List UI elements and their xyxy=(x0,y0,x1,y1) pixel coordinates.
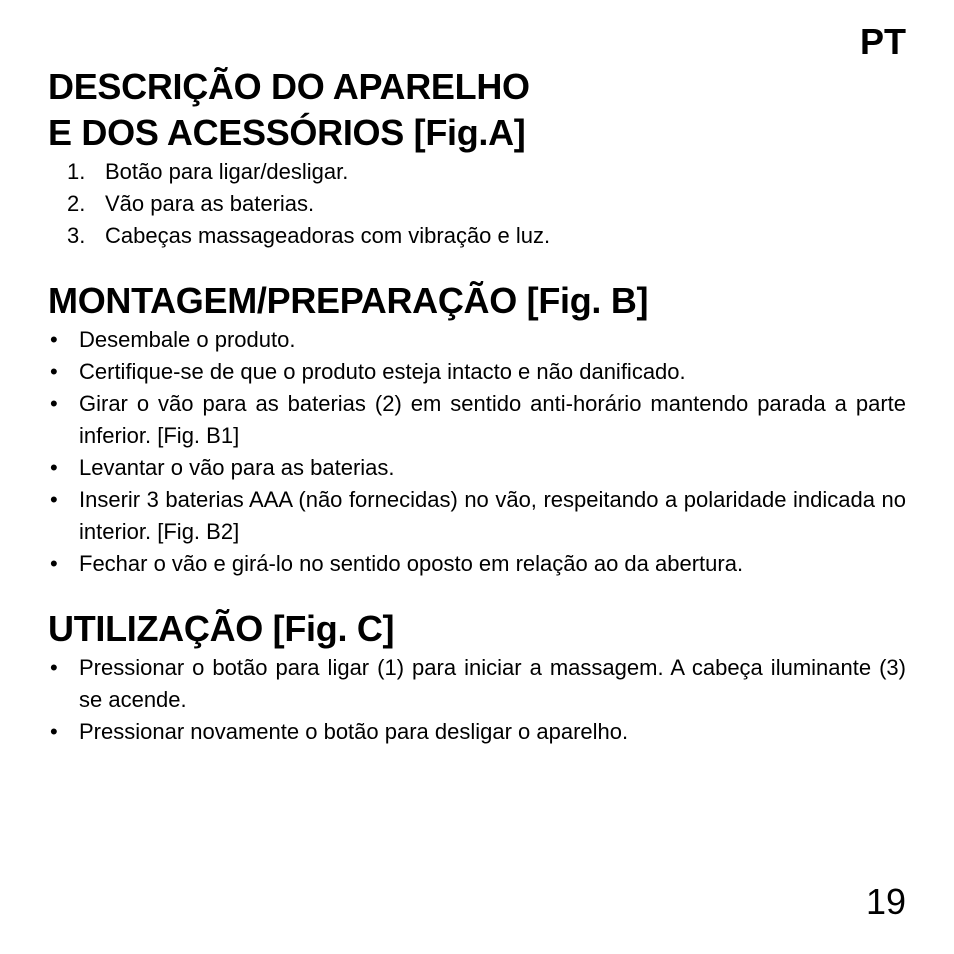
list-item xyxy=(67,156,906,188)
list-item-text: Certifique-se de que o produto esteja intacto e não danificado. xyxy=(79,359,686,384)
bullet-icon: • xyxy=(50,487,58,512)
bullet-icon: • xyxy=(50,327,58,352)
list-item-text: Pressionar o botão para ligar (1) para iniciar a massagem. A cabeça iluminante (3) se acende. xyxy=(79,655,906,712)
list-item-text: Girar o vão para as baterias (2) em sentido anti-horário mantendo parada a parte inferior. [Fig. B1] xyxy=(79,391,906,448)
page-number: 19 xyxy=(865,881,906,922)
numbered-list xyxy=(48,156,906,252)
bullet-icon: • xyxy=(50,551,58,576)
list-item-text: Pressionar novamente o botão para desligar o aparelho. xyxy=(79,719,629,744)
list-item-text: Inserir 3 baterias AAA (não fornecidas) no vão, respeitando a polaridade indicada no interior. [Fig. B2] xyxy=(79,487,906,544)
list-item xyxy=(67,188,906,220)
section-title-line-1: DESCRIÇÃO DO APARELHO xyxy=(48,66,530,107)
list-item-number: 3. xyxy=(67,223,86,248)
list-item-text: Cabeças massageadoras com vibração e luz. xyxy=(105,223,551,248)
list-item-text: Levantar o vão para as baterias. xyxy=(79,455,395,480)
list-item xyxy=(48,484,906,548)
list-item-text: Botão para ligar/desligar. xyxy=(105,159,349,184)
bullet-icon: • xyxy=(50,655,58,680)
list-item-text: Vão para as baterias. xyxy=(105,191,315,216)
bullet-icon: • xyxy=(50,359,58,384)
section-assembly xyxy=(48,278,906,580)
list-item-number: 2. xyxy=(67,191,86,216)
list-item xyxy=(48,452,906,484)
language-code: PT xyxy=(859,21,906,62)
bullet-icon: • xyxy=(50,719,58,744)
list-item xyxy=(48,716,906,748)
bullet-icon: • xyxy=(50,455,58,480)
list-item-text: Desembale o produto. xyxy=(79,327,296,352)
section-usage xyxy=(48,606,906,748)
section-title-line-2: E DOS ACESSÓRIOS [Fig.A] xyxy=(48,112,526,153)
list-item xyxy=(48,652,906,716)
section-title-device-description xyxy=(48,64,906,156)
list-item xyxy=(67,220,906,252)
list-item-text: Fechar o vão e girá-lo no sentido oposto em relação ao da abertura. xyxy=(79,551,744,576)
list-item xyxy=(48,548,906,580)
bullet-list xyxy=(48,652,906,748)
section-title-usage: UTILIZAÇÃO [Fig. C] xyxy=(48,608,395,649)
list-item-number: 1. xyxy=(67,159,86,184)
list-item xyxy=(48,324,906,356)
section-title-assembly: MONTAGEM/PREPARAÇÃO [Fig. B] xyxy=(48,280,649,321)
section-device-description xyxy=(48,64,906,252)
list-item xyxy=(48,388,906,452)
bullet-list xyxy=(48,324,906,580)
page-content xyxy=(48,64,906,748)
bullet-icon: • xyxy=(50,391,58,416)
list-item xyxy=(48,356,906,388)
